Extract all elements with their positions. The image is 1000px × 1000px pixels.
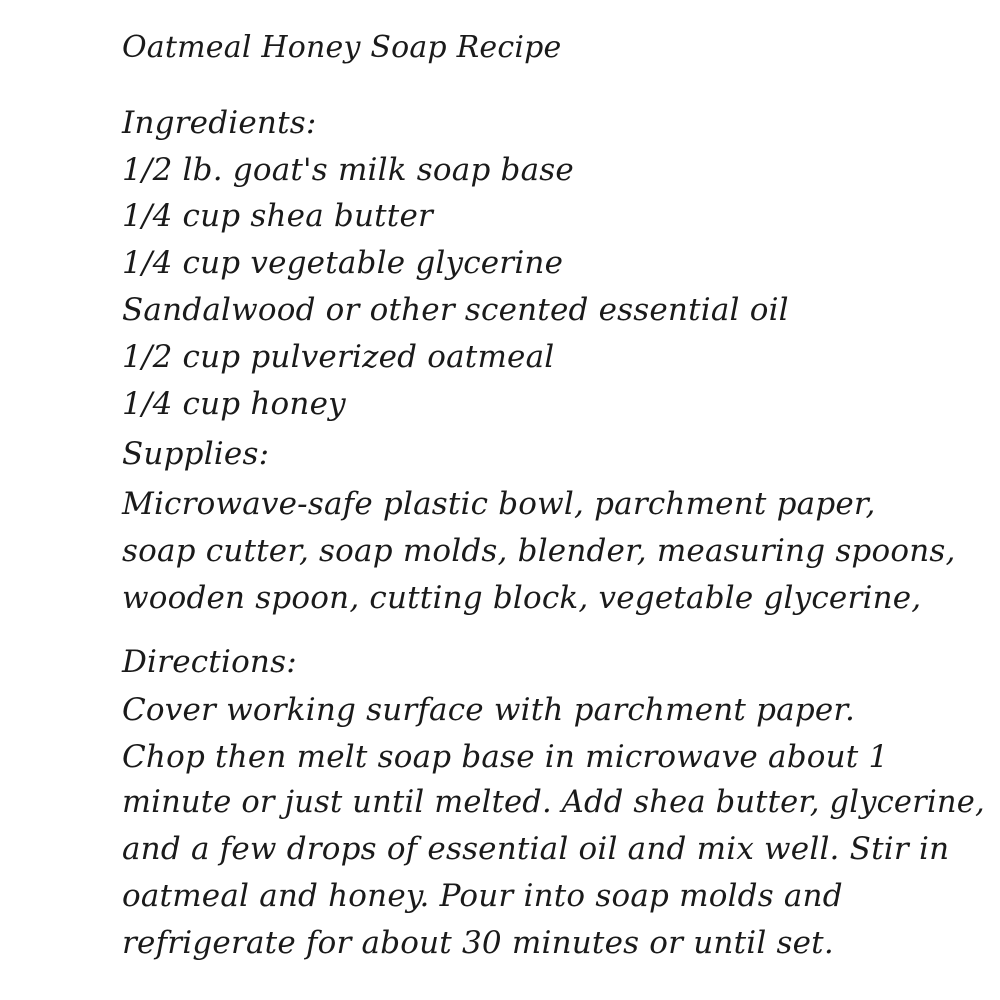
directions-line: oatmeal and honey. Pour into soap molds and (122, 878, 843, 914)
directions-line: minute or just until melted. Add shea butter, glycerine, (122, 785, 985, 820)
ingredient-item: 1/2 lb. goat's milk soap base (122, 152, 574, 188)
ingredient-item: 1/4 cup honey (122, 386, 346, 422)
ingredient-item: 1/4 cup vegetable glycerine (122, 245, 564, 281)
ingredient-item: 1/4 cup shea butter (122, 198, 434, 234)
supplies-line: Microwave-safe plastic bowl, parchment paper, (122, 486, 876, 522)
ingredient-item: Sandalwood or other scented essential oil (122, 292, 789, 328)
directions-line: Cover working surface with parchment paper. (122, 692, 856, 728)
ingredients-heading: Ingredients: (122, 105, 317, 141)
supplies-line: wooden spoon, cutting block, vegetable glycerine, (122, 580, 922, 616)
supplies-heading: Supplies: (122, 436, 270, 472)
ingredient-item: 1/2 cup pulverized oatmeal (122, 339, 555, 375)
supplies-line: soap cutter, soap molds, blender, measuring spoons, (122, 533, 956, 569)
directions-heading: Directions: (122, 644, 297, 680)
directions-line: Chop then melt soap base in microwave about 1 (122, 739, 889, 775)
directions-line: and a few drops of essential oil and mix well. Stir in (122, 831, 950, 867)
directions-line: refrigerate for about 30 minutes or until set. (122, 925, 834, 961)
page-title: Oatmeal Honey Soap Recipe (122, 30, 562, 65)
